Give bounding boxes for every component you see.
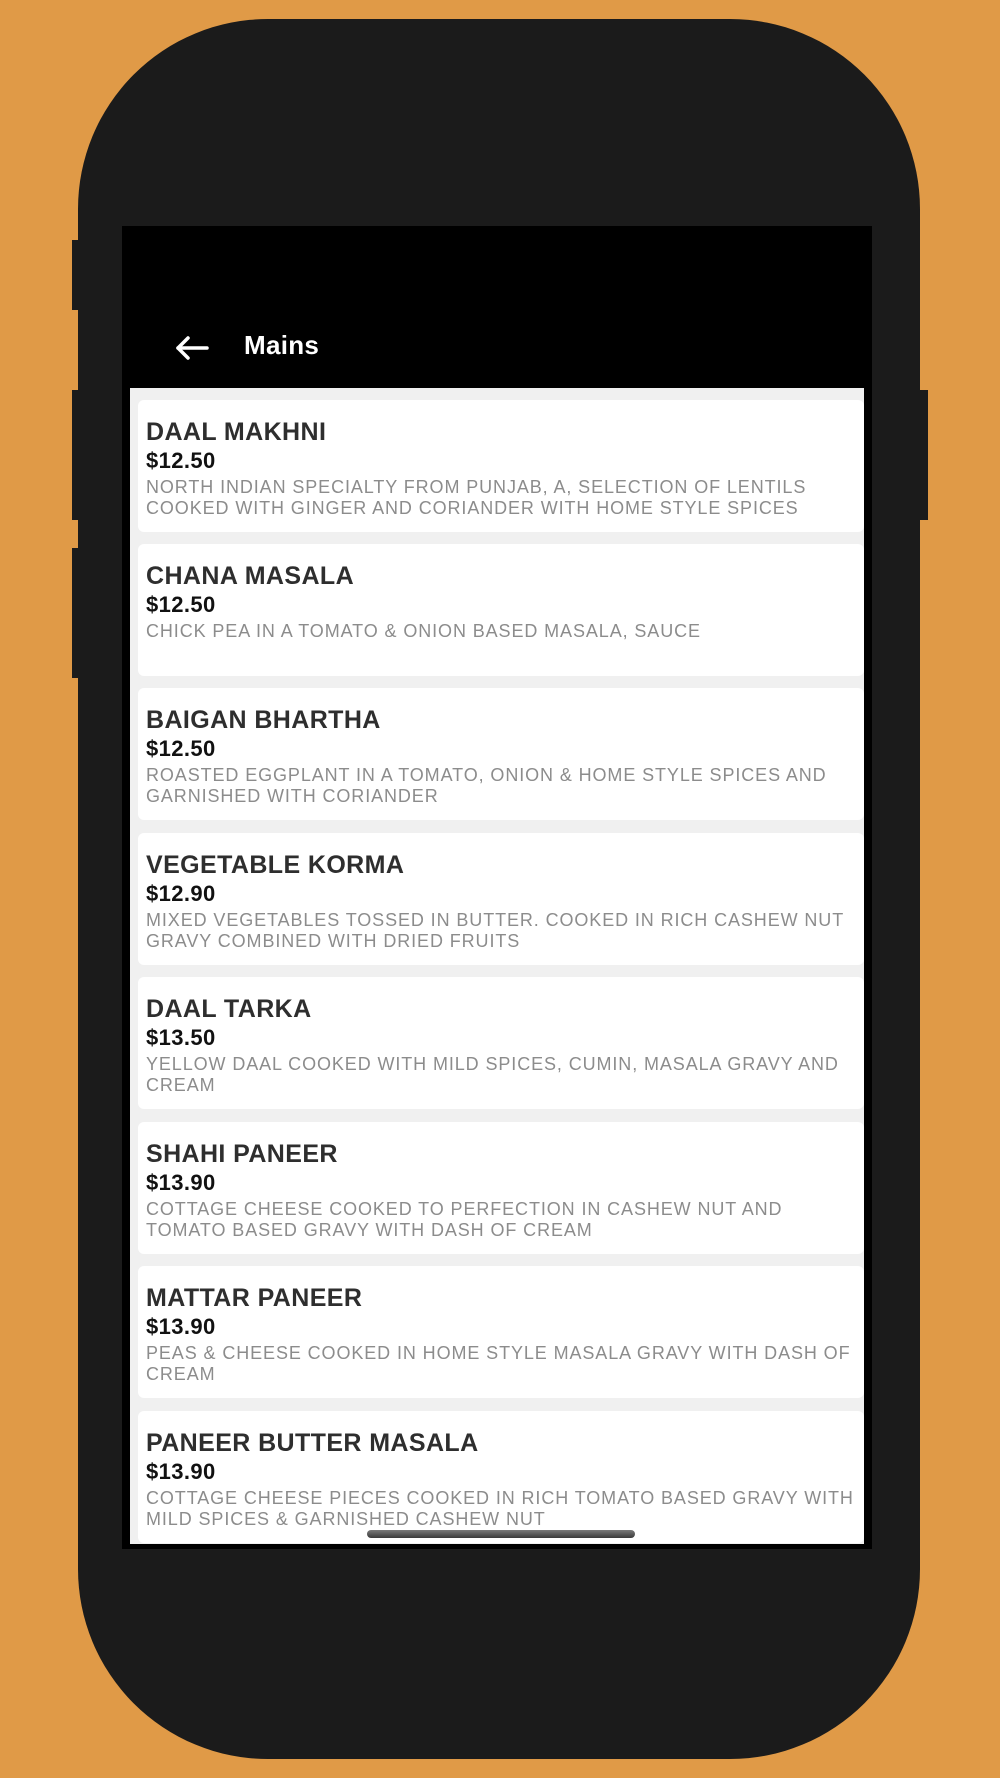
menu-item-card[interactable] <box>138 1411 864 1543</box>
arrow-left-icon <box>174 336 210 360</box>
item-price: $13.90 <box>146 1170 216 1195</box>
item-price: $12.50 <box>146 592 216 617</box>
menu-item-card[interactable] <box>138 1122 864 1254</box>
item-description: PEAS & CHEESE COOKED IN HOME STYLE MASALA GRAVY WITH DASH OF CREAM <box>146 1343 851 1384</box>
item-description: COTTAGE CHEESE COOKED TO PERFECTION IN CASHEW NUT AND TOMATO BASED GRAVY WITH DASH OF CREAM <box>146 1199 783 1240</box>
menu-item-card[interactable] <box>138 1266 864 1398</box>
back-button[interactable] <box>164 328 220 368</box>
menu-item-card[interactable] <box>138 688 864 820</box>
item-name: DAAL MAKHNI <box>146 418 327 446</box>
item-price: $13.50 <box>146 1025 216 1050</box>
item-description: ROASTED EGGPLANT IN A TOMATO, ONION & HOME STYLE SPICES AND GARNISHED WITH CORIANDER <box>146 765 827 806</box>
item-price: $12.50 <box>146 736 216 761</box>
menu-item-card[interactable] <box>138 544 864 676</box>
menu-list[interactable] <box>130 388 864 1544</box>
item-price: $12.50 <box>146 448 216 473</box>
item-description: CHICK PEA IN A TOMATO & ONION BASED MASALA, SAUCE <box>146 621 701 641</box>
item-description: YELLOW DAAL COOKED WITH MILD SPICES, CUMIN, MASALA GRAVY AND CREAM <box>146 1054 839 1095</box>
item-name: BAIGAN BHARTHA <box>146 706 381 734</box>
app-screen <box>122 226 872 1549</box>
item-price: $13.90 <box>146 1314 216 1339</box>
item-name: DAAL TARKA <box>146 995 312 1023</box>
item-name: VEGETABLE KORMA <box>146 851 405 879</box>
item-name: PANEER BUTTER MASALA <box>146 1429 479 1457</box>
item-name: CHANA MASALA <box>146 562 355 590</box>
item-name: MATTAR PANEER <box>146 1284 363 1312</box>
menu-item-card[interactable] <box>138 400 864 532</box>
home-indicator[interactable] <box>367 1530 635 1538</box>
menu-item-card[interactable] <box>138 977 864 1109</box>
page-title: Mains <box>244 330 320 360</box>
item-description: COTTAGE CHEESE PIECES COOKED IN RICH TOMATO BASED GRAVY WITH MILD SPICES & GARNISHED CASHEW NUT <box>146 1488 854 1529</box>
item-description: NORTH INDIAN SPECIALTY FROM PUNJAB, A, SELECTION OF LENTILS COOKED WITH GINGER AND CORIANDER WITH HOME STYLE SPICES <box>146 477 807 518</box>
item-name: SHAHI PANEER <box>146 1140 338 1168</box>
menu-item-card[interactable] <box>138 833 864 965</box>
item-price: $13.90 <box>146 1459 216 1484</box>
app-bar <box>122 226 872 388</box>
item-description: MIXED VEGETABLES TOSSED IN BUTTER. COOKED IN RICH CASHEW NUT GRAVY COMBINED WITH DRIED FRUITS <box>146 910 844 951</box>
item-price: $12.90 <box>146 881 216 906</box>
